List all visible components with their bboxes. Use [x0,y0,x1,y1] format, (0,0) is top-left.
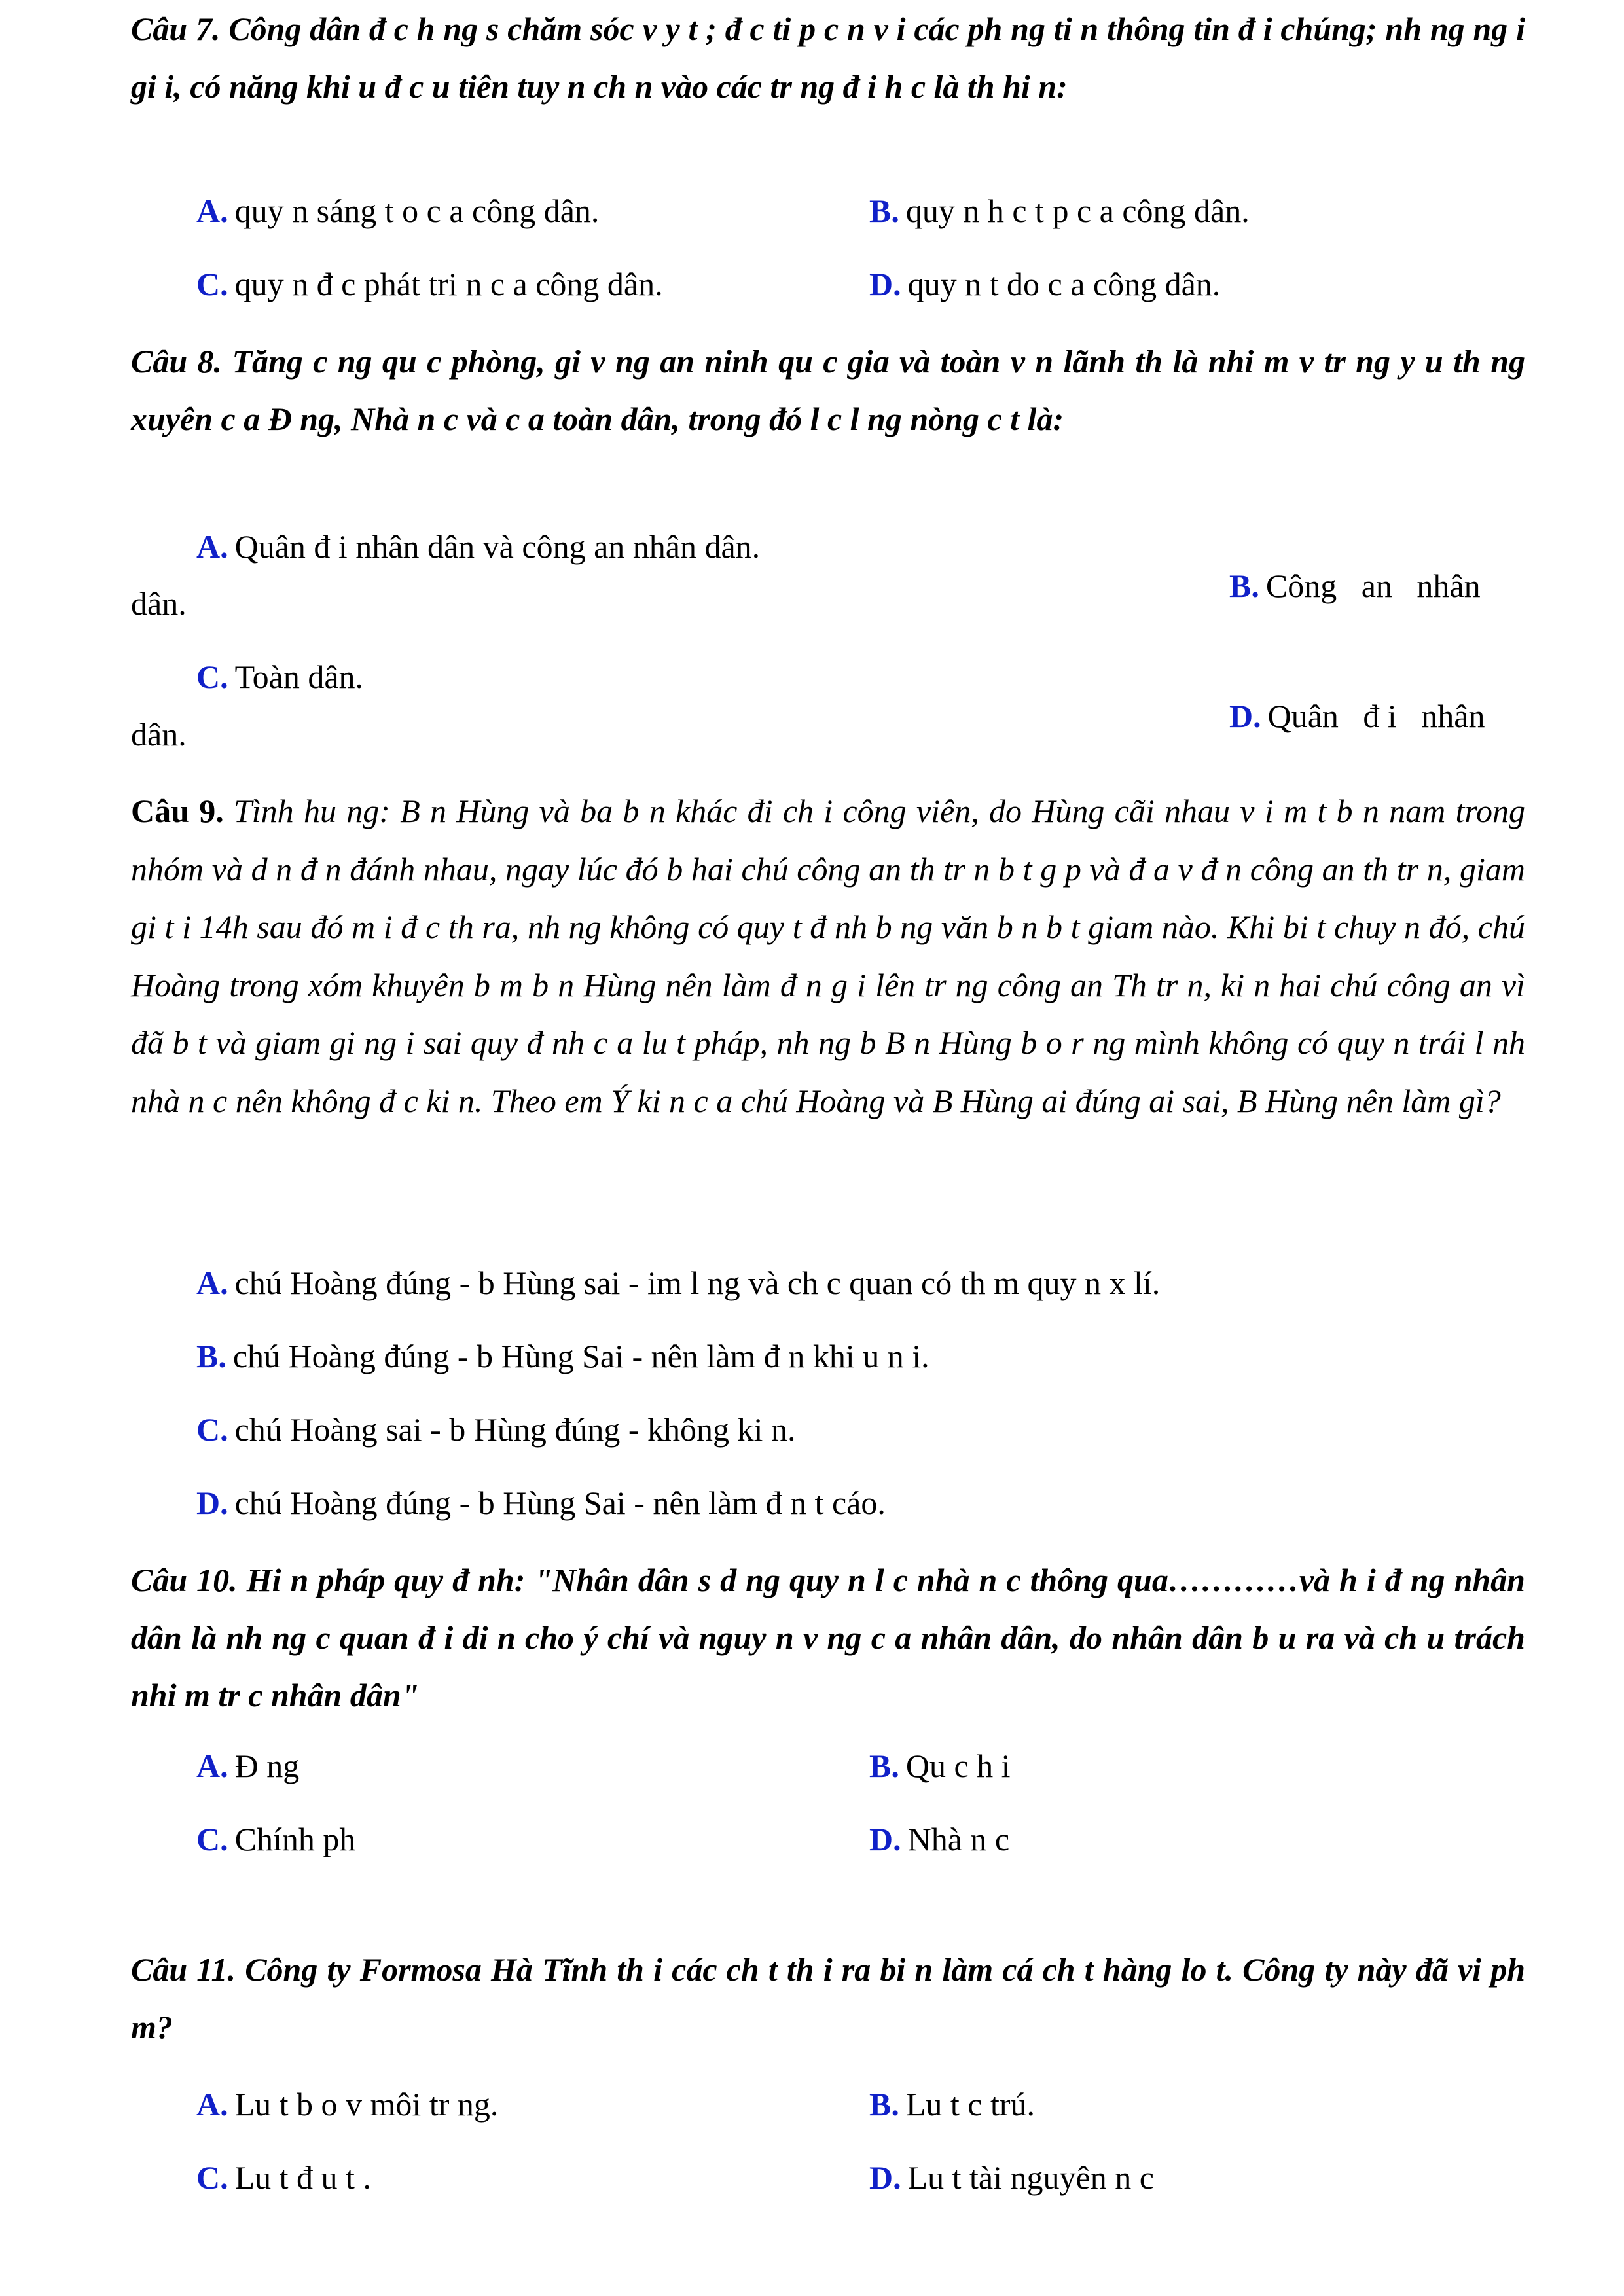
option-b[interactable] [1197,527,1481,645]
option-letter: A. [196,1748,228,1784]
option-a[interactable] [196,527,760,566]
question-stem: Tăng c ng qu c phòng, gi v ng an ninh qu c gia và toàn v n lãnh th là nhi m v tr ng y u th ng xuyên c a Đ ng, Nhà n c và c a toàn dân, trong đó l c l ng nòng c t là: [131,343,1525,437]
question-9-stem-wrapper [131,782,1525,1130]
option-a[interactable] [196,1746,299,1785]
option-text: quy n sáng t o c a công dân. [234,192,600,229]
option-c[interactable] [196,1410,795,1449]
option-letter: B. [869,2086,899,2123]
option-letter: D. [1229,698,1261,734]
option-text: quy n đ c phát tri n c a công dân. [234,266,663,302]
option-text: chú Hoàng sai - b Hùng đúng - không ki n. [234,1411,796,1448]
option-text: Lu t b o v môi tr ng. [234,2086,499,2123]
question-7 [131,0,1525,115]
option-letter: B. [869,192,899,229]
option-text: chú Hoàng đúng - b Hùng sai - im l ng và ch c quan có th m quy n x lí. [234,1265,1161,1301]
question-number: Câu 8. [131,343,223,380]
option-letter: A. [196,2086,228,2123]
option-c[interactable] [196,264,663,304]
option-text: Nhà n c [907,1821,1010,1857]
option-a[interactable] [196,2085,498,2124]
option-text-continuation: dân. [131,716,187,753]
question-number: Câu 9. [131,793,224,829]
option-c[interactable] [196,1820,355,1859]
question-stem: B n Hùng và ba b n khác đi ch i công viên, do Hùng cãi nhau v i m t b n nam trong nhóm và d n đ n đánh nhau, ngay lúc đó b hai chú công an th tr n b t g p và đ a v đ n công an th tr n, giam gi t i 14h sau đó m i đ c th ra, nh ng không có quy t đ nh b ng văn b n b t giam nào. Khi bi t chuy n đó, chú Hoàng trong xóm khuyên b m b n Hùng nên làm đ n g i lên tr ng công an Th tr n, ki n hai chú công an vì đã b t và giam gi ng i sai quy đ nh c a lu t pháp, nh ng b B n Hùng b o r ng mình không có quy n trái l nh nhà n c nên không đ c ki n. Theo em Ý ki n c a chú Hoàng và B Hùng ai đúng ai sai, B Hùng nên làm gì? [131,793,1525,1119]
option-d[interactable] [1197,657,1485,775]
option-text: Quân đ i nhân [1267,698,1485,734]
option-text: Quân đ i nhân dân và công an nhân dân. [234,528,761,565]
question-8 [131,332,1525,448]
option-letter: A. [196,1265,228,1301]
option-letter: A. [196,192,228,229]
question-11 [131,1941,1525,2056]
option-c[interactable] [196,2158,371,2197]
option-d[interactable] [869,1820,1009,1859]
question-10 [131,1551,1525,1724]
option-text: chú Hoàng đúng - b Hùng Sai - nên làm đ n t cáo. [234,1484,886,1521]
option-b-continuation [131,584,187,623]
option-a[interactable] [196,191,599,230]
option-d[interactable] [869,2158,1154,2197]
option-letter: B. [869,1748,899,1784]
option-d-continuation [131,715,187,754]
option-text: Công an nhân [1265,567,1481,604]
option-text-continuation: dân. [131,585,187,622]
option-letter: A. [196,528,228,565]
option-letter: C. [196,2159,228,2196]
option-text: Đ ng [234,1748,300,1784]
option-b[interactable] [869,191,1250,230]
question-stem: Công ty Formosa Hà Tĩnh th i các ch t th i ra bi n làm cá ch t hàng lo t. Công ty này đã vi ph m? [131,1951,1525,2045]
question-number: Câu 7. [131,10,221,47]
option-letter: C. [196,266,228,302]
option-d[interactable] [196,1483,886,1522]
question-stem: Công dân đ c h ng s chăm sóc v y t ; đ c ti p c n v i các ph ng ti n thông tin đ i chúng; nh ng ng i gi i, có năng khi u đ c u tiên tuy n ch n vào các tr ng đ i h c là th hi n: [131,10,1525,105]
option-letter: D. [869,266,901,302]
option-text: quy n t do c a công dân. [907,266,1221,302]
option-letter: D. [196,1484,228,1521]
option-letter: D. [869,2159,901,2196]
option-text: Qu c h i [905,1748,1011,1784]
option-b[interactable] [196,1336,929,1376]
option-letter: B. [196,1338,226,1374]
option-letter: C. [196,658,228,695]
option-b[interactable] [869,2085,1035,2124]
option-b[interactable] [869,1746,1011,1785]
question-7-stem-wrapper [131,0,1525,115]
question-9 [131,782,1525,1130]
option-letter: C. [196,1821,228,1857]
option-text: Chính ph [234,1821,356,1857]
option-text: Lu t tài nguyên n c [907,2159,1154,2196]
question-number: Câu 11. [131,1951,236,1988]
option-text: quy n h c t p c a công dân. [905,192,1250,229]
question-stem-label: Tình hu ng: [233,793,390,829]
option-d[interactable] [869,264,1220,304]
question-10-stem-wrapper [131,1551,1525,1724]
option-letter: B. [1229,567,1259,604]
option-text: Toàn dân. [234,658,364,695]
question-11-stem-wrapper [131,1941,1525,2056]
option-text: Lu t đ u t . [234,2159,371,2196]
option-letter: D. [869,1821,901,1857]
question-number: Câu 10. [131,1562,238,1598]
option-a[interactable] [196,1263,1160,1302]
question-8-stem-wrapper [131,332,1525,448]
question-stem: Hi n pháp quy đ nh: "Nhân dân s d ng quy n l c nhà n c thông qua…………và h i đ ng nhân dân là nh ng c quan đ i di n cho ý chí và nguy n v ng c a nhân dân, do nhân dân b u ra và ch u trách nhi m tr c nhân dân" [131,1562,1525,1713]
option-letter: C. [196,1411,228,1448]
option-text: Lu t c trú. [905,2086,1036,2123]
option-c[interactable] [196,657,363,696]
option-text: chú Hoàng đúng - b Hùng Sai - nên làm đ n khi u n i. [232,1338,929,1374]
